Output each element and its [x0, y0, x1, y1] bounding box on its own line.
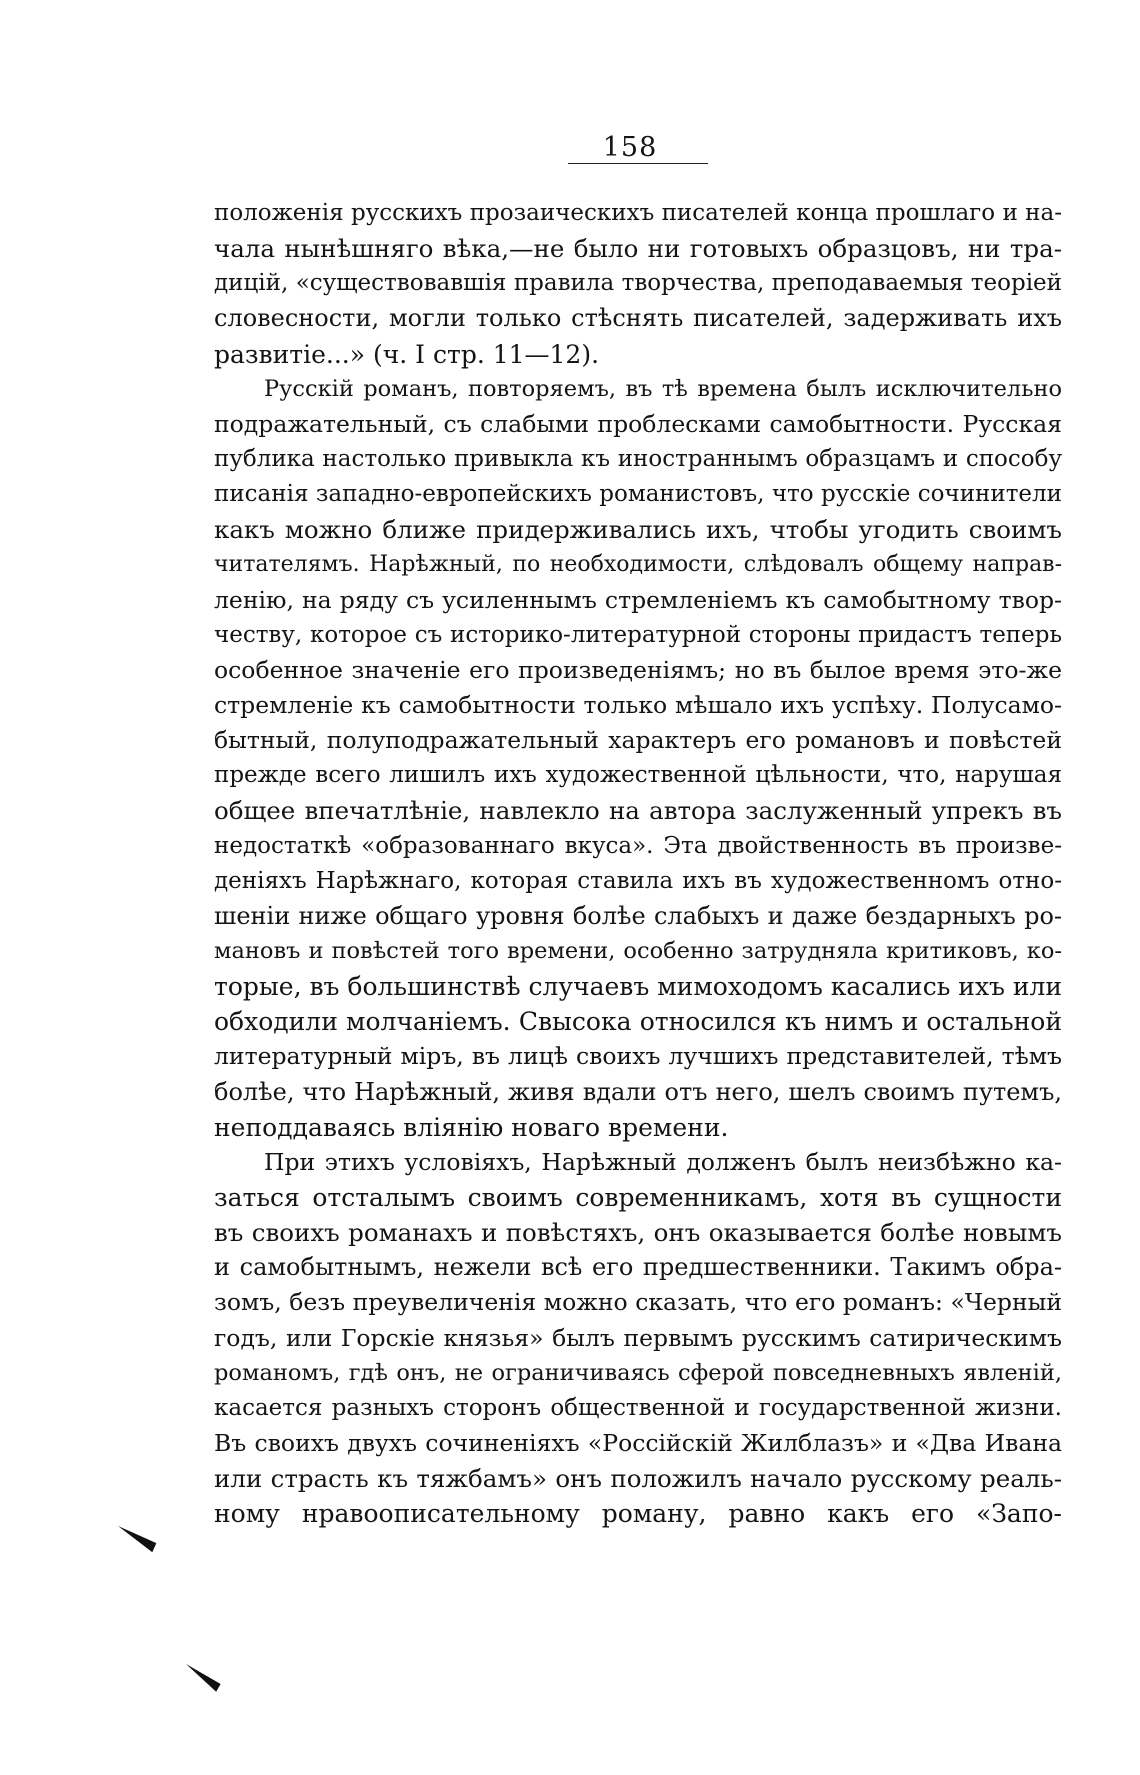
text-line: романомъ, гдѣ онъ, не ограничиваясь сферой повседневныхъ явленій,	[214, 1359, 1062, 1386]
page-number-rule	[568, 163, 708, 164]
text-line: писанія западно-европейскихъ романистовъ, что русскіе сочинители	[214, 481, 1062, 508]
text-line: ленію, на ряду съ усиленнымъ стремленіемъ къ самобытному твор-	[214, 585, 1062, 614]
text-line: общее впечатлѣніе, навлекло на автора заслуженный упрекъ въ	[214, 796, 1062, 826]
text-line: особенное значеніе его произведеніямъ; но въ былое время это-же	[214, 655, 1062, 684]
text-line: подражательный, съ слабыми проблесками самобытности. Русская	[214, 409, 1062, 438]
text-line: какъ можно ближе придерживались ихъ, чтобы угодить своимъ	[214, 515, 1062, 545]
text-line: стремленіе къ самобытности только мѣшало ихъ успѣху. Полусамо-	[214, 690, 1062, 719]
text-line: развитіе...» (ч. I стр. 11—12).	[214, 339, 600, 369]
text-line: обходили молчаніемъ. Свысока относился къ нимъ и остальной	[214, 1007, 1062, 1037]
text-line: или страсть къ тяжбамъ» онъ положилъ начало русскому реаль-	[214, 1464, 1062, 1494]
text-line: чала нынѣшняго вѣка,—не было ни готовыхъ образцовъ, ни тра-	[214, 234, 1062, 264]
text-line: литературный міръ, въ лицѣ своихъ лучшихъ представителей, тѣмъ	[214, 1042, 1062, 1071]
text-line: прежде всего лишилъ ихъ художественной цѣльности, что, нарушая	[214, 762, 1062, 789]
text-line: публика настолько привыкла къ иностраннымъ образцамъ и способу	[214, 445, 1062, 472]
margin-ink-mark	[114, 1526, 156, 1552]
text-line: честву, которое съ историко-литературной стороны придастъ теперь	[214, 621, 1062, 648]
text-line: Русскій романъ, повторяемъ, въ тѣ времена былъ исключительно	[264, 375, 1062, 402]
text-line: недостаткѣ «образованнаго вкуса». Эта двойственность въ произве-	[214, 832, 1062, 859]
text-line: ному нравоописательному роману, равно какъ его «Запо-	[214, 1499, 1062, 1529]
text-line: болѣе, что Нарѣжный, живя вдали отъ него, шелъ своимъ путемъ,	[214, 1077, 1062, 1106]
text-line: читателямъ. Нарѣжный, по необходимости, слѣдовалъ общему направ-	[214, 552, 1062, 578]
text-line: торые, въ большинствѣ случаевъ мимоходомъ касались ихъ или	[214, 972, 1063, 1002]
text-line: и самобытнымъ, нежели всѣ его предшественники. Такимъ обра-	[214, 1253, 1062, 1282]
text-line: неподдаваясь вліянію новаго времени.	[214, 1112, 729, 1142]
body-text	[214, 196, 1062, 1531]
text-line: заться отсталымъ своимъ современникамъ, хотя въ сущности	[214, 1182, 1062, 1212]
text-line: шеніи ниже общаго уровня болѣе слабыхъ и даже бездарныхъ ро-	[214, 901, 1062, 930]
text-line: бытный, полуподражательный характеръ его романовъ и повѣстей	[214, 726, 1062, 755]
page-number: 158	[602, 132, 658, 163]
text-line: деніяхъ Нарѣжнаго, которая ставила ихъ въ художественномъ отно-	[214, 867, 1062, 894]
text-line: зомъ, безъ преувеличенія можно сказать, что его романъ: «Черный	[214, 1288, 1062, 1317]
text-line: годъ, или Горскіе князья» былъ первымъ русскимъ сатирическимъ	[214, 1323, 1062, 1352]
text-line: положенія русскихъ прозаическихъ писателей конца прошлаго и на-	[214, 200, 1062, 226]
text-line: дицій, «существовавшія правила творчества, преподаваемыя теоріей	[214, 270, 1062, 297]
text-line: касается разныхъ сторонъ общественной и государственной жизни.	[214, 1394, 1062, 1421]
text-line: словесности, могли только стѣснять писателей, задерживать ихъ	[214, 304, 1062, 333]
text-line: мановъ и повѣстей того времени, особенно затрудняла критиковъ, ко-	[214, 937, 1062, 964]
text-line: При этихъ условіяхъ, Нарѣжный долженъ былъ неизбѣжно ка-	[264, 1147, 1062, 1176]
text-line: въ своихъ романахъ и повѣстяхъ, онъ оказывается болѣе новымъ	[214, 1218, 1062, 1248]
text-line: Въ своихъ двухъ сочиненіяхъ «Россійскій Жилблазъ» и «Два Ивана	[214, 1428, 1062, 1457]
margin-ink-mark	[182, 1664, 221, 1692]
